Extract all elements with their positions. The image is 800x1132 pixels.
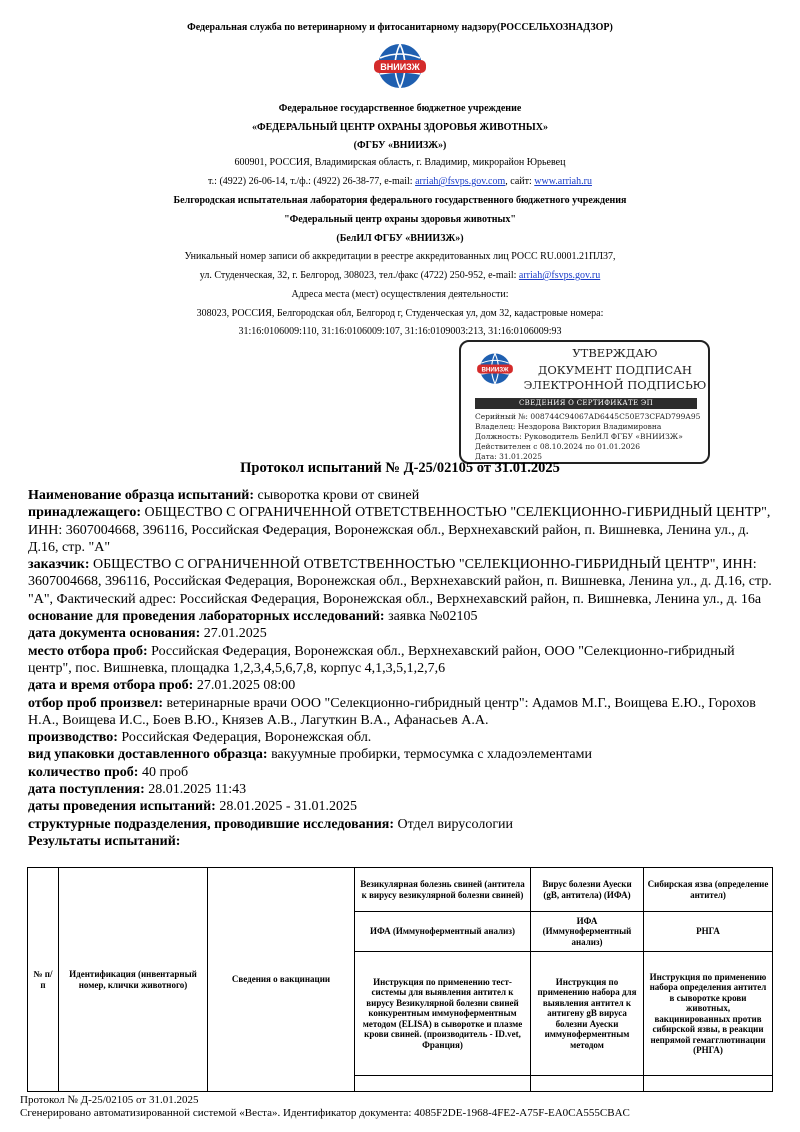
field-row xyxy=(28,798,776,815)
sample-details xyxy=(28,487,776,850)
page-footer xyxy=(20,1094,630,1120)
field-value: ОБЩЕСТВО С ОГРАНИЧЕННОЙ ОТВЕТСТВЕННОСТЬЮ "СЕЛЕКЦИОННО-ГИБРИДНЫЙ ЦЕНТР", ИНН: 3607004668, 396116, Российская Федерация, Воронежская обл., Верхнехавский район, п. Вишневка, Ленина ул., д. Д.16, стр. "А", Фактический адрес: Российская Федерация, Воронежская обл., Верхнехавский район, п. Вишневка, Ленина ул., д. 16а xyxy=(28,557,772,607)
field-value: ОБЩЕСТВО С ОГРАНИЧЕННОЙ ОТВЕТСТВЕННОСТЬЮ "СЕЛЕКЦИОННО-ГИБРИДНЫЙ ЦЕНТР", ИНН: 3607004668, 396116, Российская Федерация, Воронежская обл., Верхнехавский район, п. Вишневка, Ленина ул., д. Д.16, стр. "А" xyxy=(28,505,771,555)
stamp-date: Дата: 31.01.2025 xyxy=(475,452,543,461)
org-contacts xyxy=(0,176,800,188)
field-label: количество проб: xyxy=(28,764,139,780)
e-signature-stamp xyxy=(459,340,710,464)
stamp-serial: Серийный №: 008744C94067AD6445C50E73CFAD799A95 xyxy=(475,412,701,421)
field-label: Наименование образца испытаний: xyxy=(28,488,254,503)
field-row xyxy=(28,487,776,504)
stamp-logo-text: ВНИИЗЖ xyxy=(481,366,509,374)
empty-cell xyxy=(644,1076,773,1092)
footer-protocol: Протокол № Д-25/02105 от 31.01.2025 xyxy=(20,1094,199,1106)
logo-text: ВНИИЗЖ xyxy=(380,62,420,72)
field-value: 27.01.2025 08:00 xyxy=(193,678,296,694)
footer-generated: Сгенерировано автоматизированной системой «Веста». Идентификатор документа: 4085F2DE-1968-4FE2-A75F-EA0CA555CBAC xyxy=(20,1107,630,1119)
empty-cell xyxy=(531,1076,644,1092)
field-label: дата документа основания: xyxy=(28,626,201,642)
lab-line-1: Белгородская испытательная лаборатория федерального государственного бюджетного учреждения xyxy=(173,195,627,206)
field-value: 27.01.2025 xyxy=(200,626,267,642)
field-row xyxy=(28,764,776,781)
results-table xyxy=(27,867,773,1092)
field-value: сыворотка крови от свиней xyxy=(254,488,420,503)
protocol-title: Протокол испытаний № Д-25/02105 от 31.01.2025 xyxy=(240,460,560,476)
field-row xyxy=(28,677,776,694)
field-value: 28.01.2025 - 31.01.2025 xyxy=(215,799,357,815)
field-label: основание для проведения лабораторных исследований: xyxy=(28,609,385,625)
col-header-vaccination: Сведения о вакцинации xyxy=(208,868,355,1092)
field-row xyxy=(28,695,776,730)
stamp-electronic: ЭЛЕКТРОННОЙ ПОДПИСЬЮ xyxy=(523,378,707,392)
instruction-cell: Инструкция по применению тест-системы для выявления антител к вирусу Везикулярной болезни свиней конкурентным иммуноферментным методом (ELISA) в сыворотке и плазме крови свиней. (производитель - ID.vet, Франция) xyxy=(355,952,531,1076)
field-label: место отбора проб: xyxy=(28,643,148,659)
field-value: заявка №02105 xyxy=(384,609,478,625)
activity-label: Адреса места (мест) осуществления деятельности: xyxy=(291,289,509,300)
disease-header: Сибирская язва (определение антител) xyxy=(644,868,773,912)
field-row xyxy=(28,625,776,642)
stamp-owner: Владелец: Нездорова Виктория Владимировна xyxy=(475,422,662,431)
col-header-number: № п/п xyxy=(28,868,59,1092)
lab-line-3: (БелИЛ ФГБУ «ВНИИЗЖ») xyxy=(336,233,464,244)
agency-name: Федеральная служба по ветеринарному и фитосанитарному надзору(РОССЕЛЬХОЗНАДЗОР) xyxy=(187,22,613,33)
field-label: вид упаковки доставленного образца: xyxy=(28,747,268,763)
field-value: Отдел вирусологии xyxy=(394,816,514,832)
field-value: Российская Федерация, Воронежская обл., Верхнехавский район, ООО "Селекционно-гибридный центр", пос. Вишневка, площадка 1,2,3,4,5,6,7,8, корпус 4,1,3,5,1,2,7,6 xyxy=(28,643,735,676)
stamp-signed: ДОКУМЕНТ ПОДПИСАН xyxy=(538,363,692,377)
method-header: РНГА xyxy=(644,912,773,952)
org-site-link[interactable]: www.arriah.ru xyxy=(534,176,592,187)
field-label: дата и время отбора проб: xyxy=(28,678,194,694)
activity-address-2: 31:16:0106009:110, 31:16:0106009:107, 31:16:0109003:213, 31:16:0106009:93 xyxy=(238,326,562,337)
field-row xyxy=(28,504,776,556)
vniizzh-logo xyxy=(368,40,432,96)
org-name: «ФЕДЕРАЛЬНЫЙ ЦЕНТР ОХРАНЫ ЗДОРОВЬЯ ЖИВОТНЫХ» xyxy=(252,122,548,133)
org-type: Федеральное государственное бюджетное учреждение xyxy=(278,103,522,114)
method-header: ИФА (Иммуноферментный анализ) xyxy=(531,912,644,952)
field-label: принадлежащего: xyxy=(28,505,141,521)
empty-cell xyxy=(355,1076,531,1092)
activity-address-1: 308023, РОССИЯ, Белгородская обл, Белгород г, Студенческая ул, дом 32, кадастровые номера: xyxy=(196,308,604,319)
instruction-cell: Инструкция по применению набора определения антител в сыворотке крови животных, вакцинированных против сибирской язвы, в реакции непрямой гемагглютинации (РНГА) xyxy=(644,952,773,1076)
lab-line-2: "Федеральный центр охраны здоровья животных" xyxy=(284,214,516,225)
field-label: даты проведения испытаний: xyxy=(28,799,216,815)
field-label: производство: xyxy=(28,730,118,746)
field-row xyxy=(28,781,776,798)
field-row xyxy=(28,833,776,850)
field-value: ветеринарные врачи ООО "Селекционно-гибридный центр": Адамов М.Г., Воищева Е.Ю., Горохов Н.А., Воищева И.С., Боев В.Ю., Князев А.В., Лагуткин В.А., Афанасьев А.А. xyxy=(28,695,756,728)
org-email-link[interactable]: arriah@fsvps.gov.com xyxy=(415,176,506,187)
org-short-name: (ФГБУ «ВНИИЗЖ») xyxy=(353,140,447,151)
field-row xyxy=(28,746,776,763)
field-label: дата поступления: xyxy=(28,782,145,798)
field-row xyxy=(28,729,776,746)
lab-email-link[interactable]: arriah@fsvps.gov.ru xyxy=(518,270,601,281)
field-value: Российская Федерация, Воронежская обл. xyxy=(117,730,372,746)
col-header-identification: Идентификация (инвентарный номер, клички животного) xyxy=(59,868,208,1092)
field-row xyxy=(28,643,776,678)
instruction-cell: Инструкция по применению набора для выявления антител к антигену gB вируса болезни Ауески иммуноферментным методом xyxy=(531,952,644,1076)
method-header: ИФА (Иммуноферментный анализ) xyxy=(355,912,531,952)
disease-header: Вирус болезни Ауески (gB, антитела) (ИФА) xyxy=(531,868,644,912)
org-address: 600901, РОССИЯ, Владимирская область, г. Владимир, микрорайон Юрьевец xyxy=(234,157,566,168)
field-value: 28.01.2025 11:43 xyxy=(144,782,247,798)
field-label: заказчик: xyxy=(28,557,90,573)
field-value: вакуумные пробирки, термосумка с хладоэлементами xyxy=(267,747,592,763)
field-label: Результаты испытаний: xyxy=(28,833,181,849)
lab-contacts xyxy=(0,270,800,282)
field-row xyxy=(28,608,776,625)
stamp-approve: УТВЕРЖДАЮ xyxy=(572,346,658,360)
disease-header: Везикулярная болезнь свиней (антитела к вирусу везикулярной болезни свиней) xyxy=(355,868,531,912)
field-label: структурные подразделения, проводившие исследования: xyxy=(28,816,395,832)
field-value: 40 проб xyxy=(138,764,189,780)
org-contacts-mid: , сайт: xyxy=(505,176,535,187)
stamp-certificate-bar: СВЕДЕНИЯ О СЕРТИФИКАТЕ ЭП xyxy=(475,398,697,409)
stamp-valid: Действителен с 08.10.2024 по 01.01.2026 xyxy=(475,442,641,451)
field-row xyxy=(28,816,776,833)
lab-contacts-prefix: ул. Студенческая, 32, г. Белгород, 308023, тел./факс (4722) 250-952, e-mail: xyxy=(199,270,519,281)
table-row xyxy=(28,868,773,912)
accreditation-line: Уникальный номер записи об аккредитации в реестре аккредитованных лиц РОСС RU.0001.21ПЛ37, xyxy=(184,251,616,262)
field-row xyxy=(28,556,776,608)
stamp-position: Должность: Руководитель БелИЛ ФГБУ «ВНИИЗЖ» xyxy=(475,432,683,441)
stamp-logo xyxy=(473,350,517,390)
field-label: отбор проб произвел: xyxy=(28,695,163,711)
org-contacts-prefix: т.: (4922) 26-06-14, т./ф.: (4922) 26-38-77, e-mail: xyxy=(208,176,416,187)
